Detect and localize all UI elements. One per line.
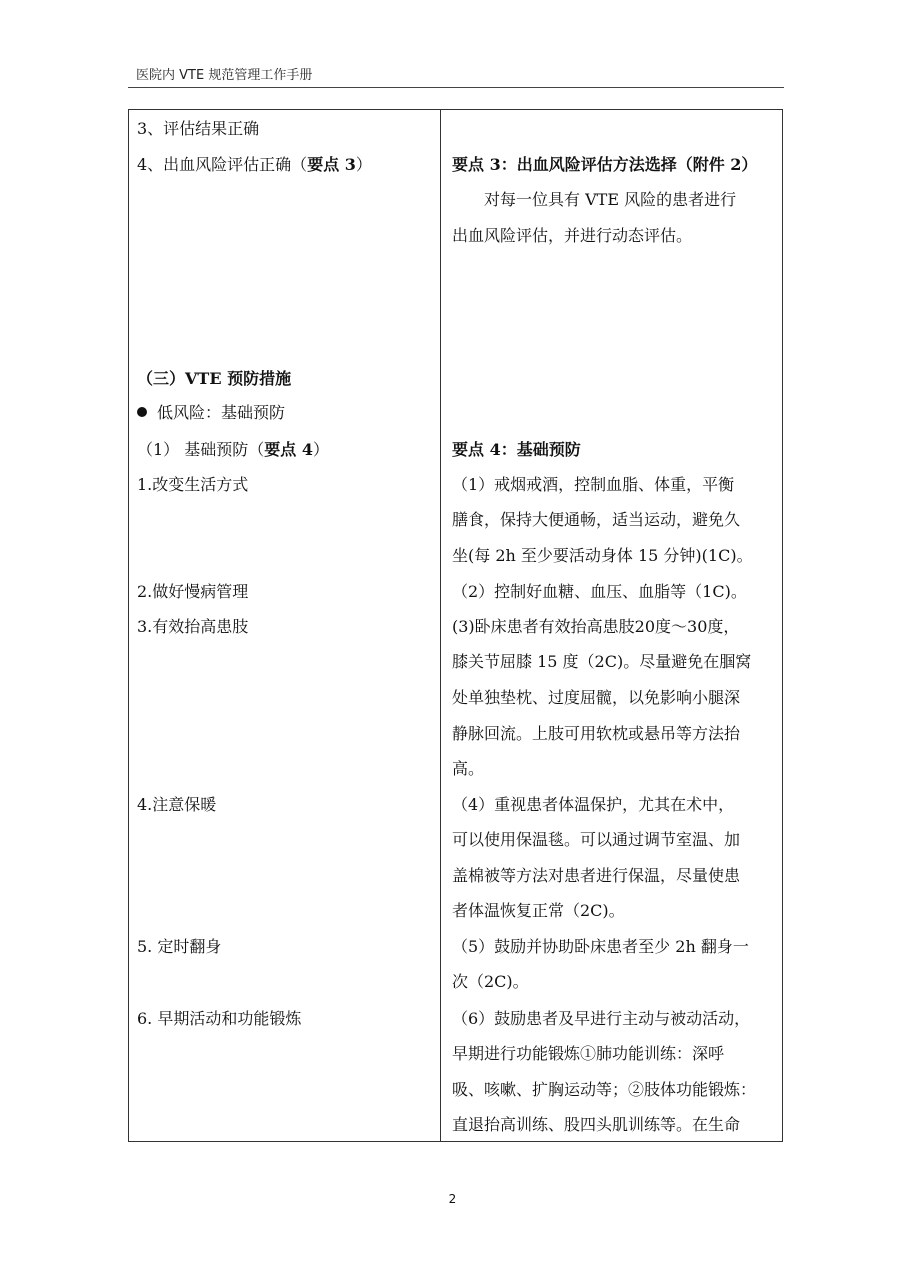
p3-line-2: 膝关节屈膝 15 度（2C)。尽量避免在腘窝 (452, 652, 752, 671)
p1-line-3: 坐(每 2h 至少要活动身体 15 分钟)(1C)。 (452, 546, 753, 565)
p4-line-4: 者体温恢复正常（2C)。 (452, 901, 625, 920)
basic-prevention-heading: （1） 基础预防（要点 4） (137, 440, 330, 459)
section-3-title: （三）VTE 预防措施 (137, 369, 292, 388)
column-divider (440, 109, 441, 1142)
key-point-3-title: 要点 3：出血风险评估方法选择（附件 2） (452, 155, 758, 174)
header-rule (128, 87, 784, 88)
p4-line-2: 可以使用保温毯。可以通过调节室温、加 (452, 830, 741, 849)
measure-6: 6. 早期活动和功能锻炼 (137, 1009, 302, 1028)
p5-line-2: 次（2C)。 (452, 972, 529, 991)
item-4: 4、出血风险评估正确（要点 3） (137, 155, 372, 174)
measure-3: 3.有效抬高患肢 (137, 617, 249, 636)
measure-1: 1.改变生活方式 (137, 475, 249, 494)
running-header: 医院内 VTE 规范管理工作手册 (136, 68, 313, 83)
p4-line-3: 盖棉被等方法对患者进行保温，尽量使患 (452, 866, 741, 885)
p6-line-4: 直退抬高训练、股四头肌训练等。在生命 (452, 1115, 741, 1134)
p2-line: （2）控制好血糖、血压、血脂等（1C)。 (452, 582, 747, 601)
measure-4: 4.注意保暖 (137, 795, 217, 814)
p6-line-3: 吸、咳嗽、扩胸运动等；②肢体功能锻炼： (452, 1080, 757, 1099)
bullet-icon (137, 407, 147, 417)
measure-5: 5. 定时翻身 (137, 937, 222, 956)
p3-line-4: 静脉回流。上肢可用软枕或悬吊等方法抬 (452, 724, 741, 743)
p3-line-1: (3)卧床患者有效抬高患肢20度～30度， (452, 617, 740, 636)
p6-line-1: （6）鼓励患者及早进行主动与被动活动， (452, 1009, 751, 1028)
measure-2: 2.做好慢病管理 (137, 582, 249, 601)
key-point-4-title: 要点 4：基础预防 (452, 440, 581, 459)
low-risk-item: 低风险：基础预防 (137, 403, 285, 423)
p1-line-2: 膳食，保持大便通畅，适当运动，避免久 (452, 510, 741, 529)
p5-line-1: （5）鼓励并协助卧床患者至少 2h 翻身一 (452, 937, 749, 956)
p3-line-5: 高。 (452, 759, 485, 778)
p3-line-3: 处单独垫枕、过度屈髋，以免影响小腿深 (452, 688, 741, 707)
p4-line-1: （4）重视患者体温保护，尤其在术中， (452, 795, 735, 814)
p6-line-2: 早期进行功能锻炼①肺功能训练：深呼 (452, 1044, 725, 1063)
page-number: 2 (448, 1192, 457, 1206)
kp3-line-1: 对每一位具有 VTE 风险的患者进行 (484, 190, 737, 209)
kp3-line-2: 出血风险评估，并进行动态评估。 (452, 226, 693, 245)
item-3: 3、评估结果正确 (137, 119, 260, 138)
p1-line-1: （1）戒烟戒酒，控制血脂、体重，平衡 (452, 475, 735, 494)
